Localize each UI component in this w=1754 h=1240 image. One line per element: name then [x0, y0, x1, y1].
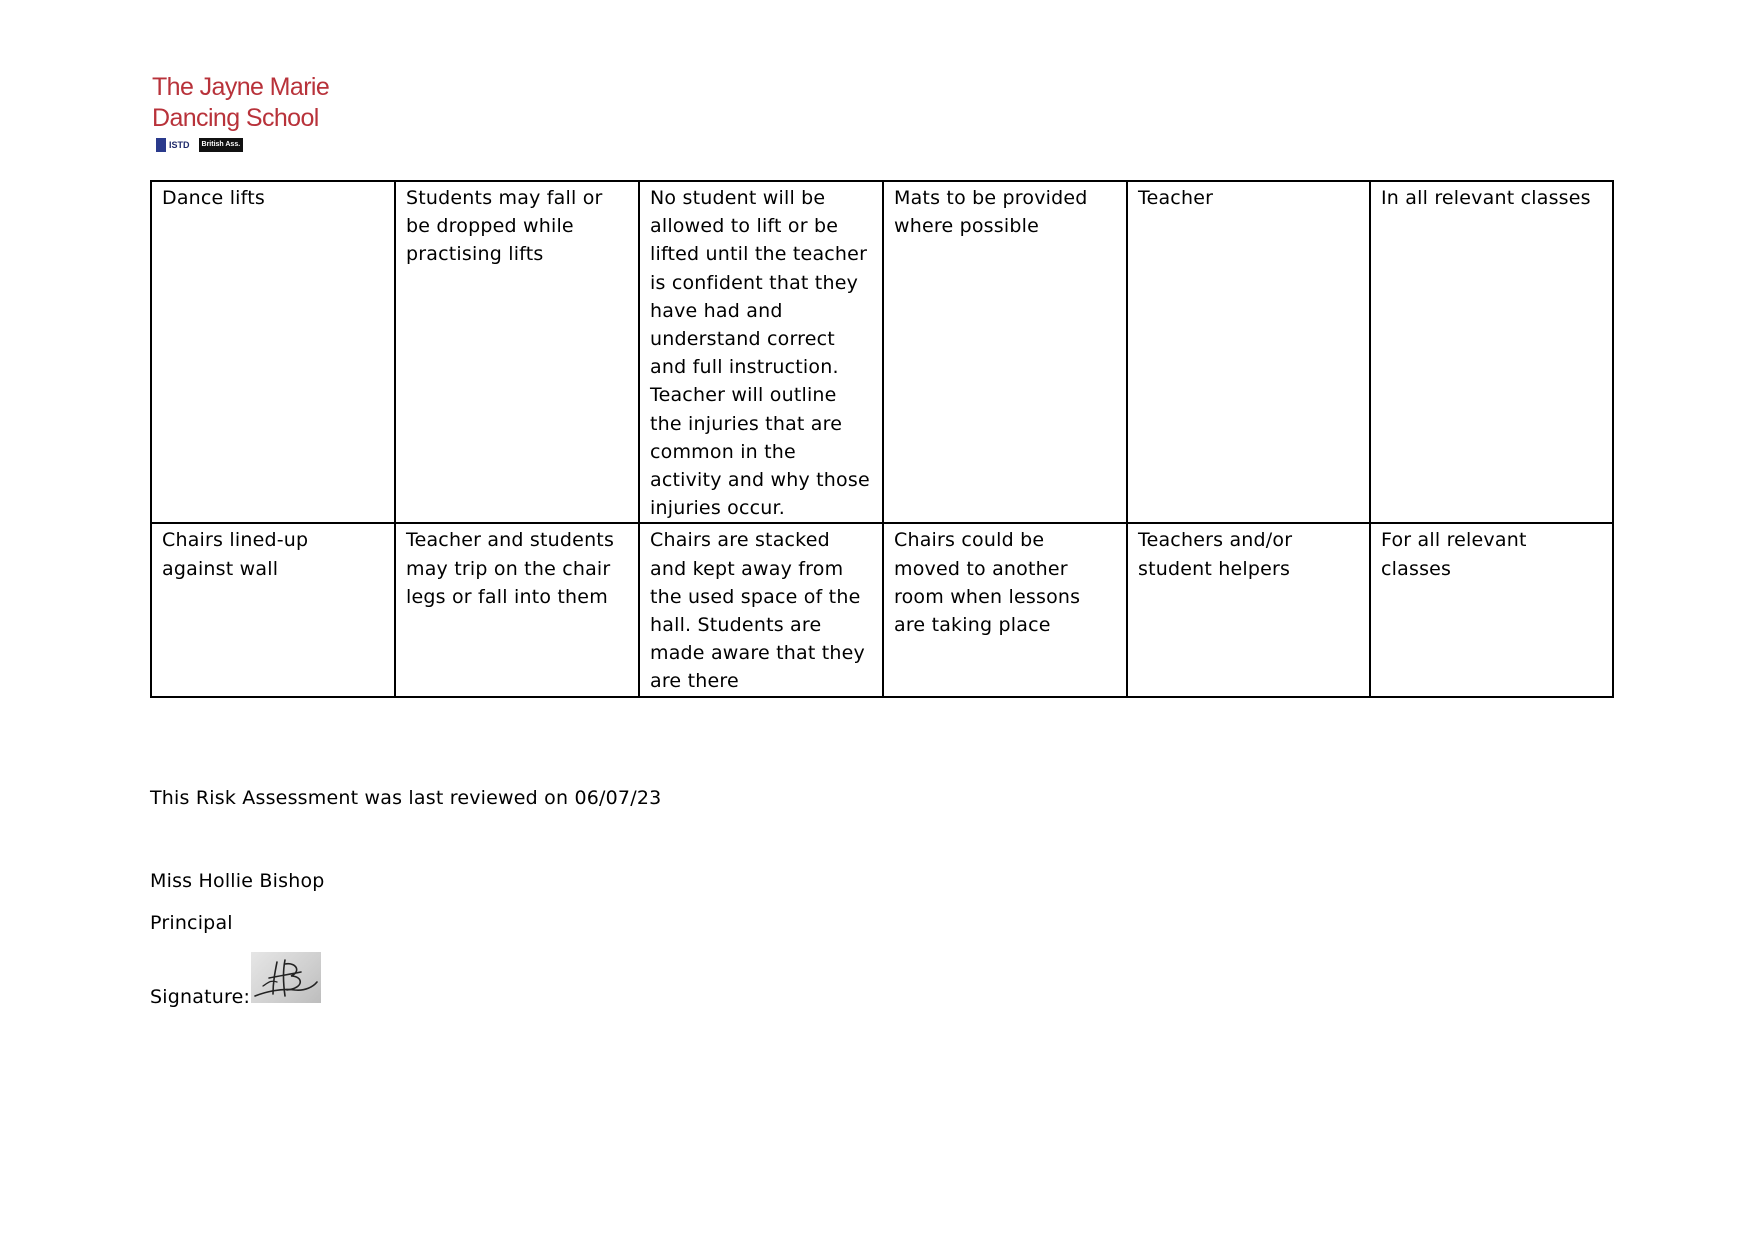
risk-cell: Teacher and students may trip on the chair legs or fall into them: [395, 523, 639, 696]
signature-image: [251, 952, 321, 1003]
signatory-role: Principal: [150, 912, 233, 934]
review-date-statement: This Risk Assessment was last reviewed on 06/07/23: [150, 787, 662, 809]
further-action-cell: Chairs could be moved to another room when lessons are taking place: [883, 523, 1127, 696]
logo-line-2: Dancing School: [152, 104, 319, 132]
responsible-person-cell: Teachers and/or student helpers: [1127, 523, 1370, 696]
table-row: [151, 181, 1613, 523]
school-logo: [152, 72, 352, 152]
when-cell: For all relevant classes: [1370, 523, 1613, 696]
logo-line-1: The Jayne Marie: [152, 73, 330, 101]
risk-assessment-table: [150, 180, 1614, 698]
risk-cell: Students may fall or be dropped while practising lifts: [395, 181, 639, 523]
signature-label: Signature:: [150, 986, 251, 1008]
when-cell: In all relevant classes: [1370, 181, 1613, 523]
signatory-name: Miss Hollie Bishop: [150, 870, 325, 892]
table-row: [151, 523, 1613, 696]
accreditation-badges: [156, 138, 352, 152]
handwritten-signature-icon: [251, 952, 321, 1003]
hazard-cell: Chairs lined-up against wall: [151, 523, 395, 696]
further-action-cell: Mats to be provided where possible: [883, 181, 1127, 523]
hazard-cell: Dance lifts: [151, 181, 395, 523]
control-measures-cell: No student will be allowed to lift or be lifted until the teacher is confident that they have had and understand correct and full instruction. Teacher will outline the injuries that are common in the activity and why those injuries occur.: [639, 181, 883, 523]
control-measures-cell: Chairs are stacked and kept away from the used space of the hall. Students are made aware that they are there: [639, 523, 883, 696]
istd-badge-icon: ISTD: [156, 138, 193, 152]
british-association-badge-icon: British Ass.: [199, 138, 244, 152]
responsible-person-cell: Teacher: [1127, 181, 1370, 523]
